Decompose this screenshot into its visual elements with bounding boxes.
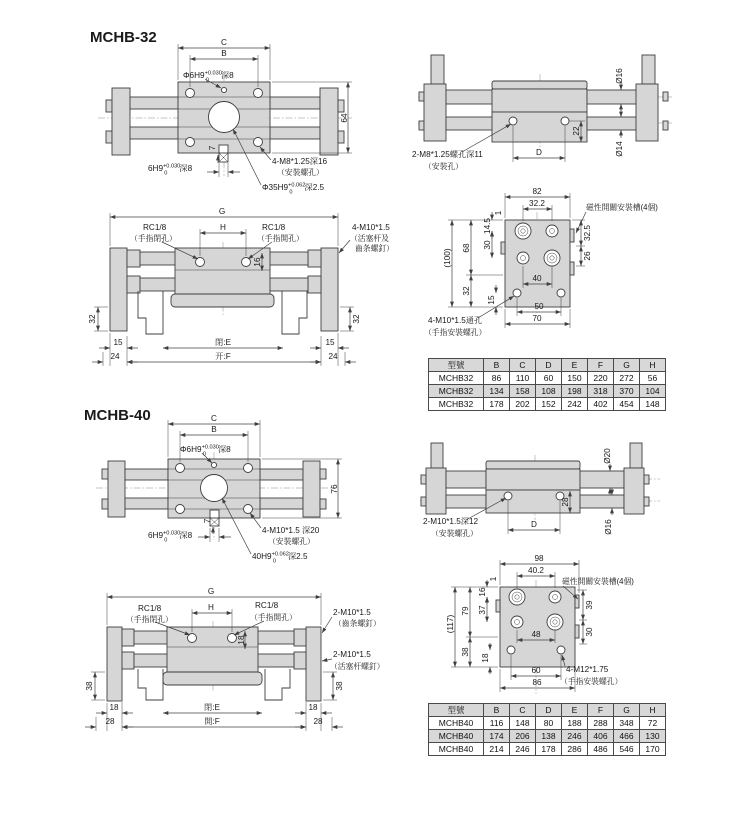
dim-rod-dia: Ø20: [603, 448, 612, 464]
dowel-hole: [211, 462, 216, 467]
dim-C: C: [221, 38, 227, 47]
center-bore: [201, 475, 228, 502]
dim-64: 64: [340, 113, 349, 123]
finger-bracket-outline: [265, 669, 290, 700]
dim-15: 15: [325, 338, 335, 347]
mount-hole: [254, 138, 263, 147]
col-header: E: [562, 704, 588, 717]
cell: 60: [536, 372, 562, 385]
col-header: E: [562, 359, 588, 372]
dim-18: 18: [481, 653, 490, 663]
bore-spec: $\Phi 35H9^{+0.062}$ 0深2.5: [262, 182, 325, 196]
table-row: [429, 717, 666, 730]
col-header: C: [510, 704, 536, 717]
view-mchb32-plan: [98, 38, 352, 196]
dim-1: 1: [494, 210, 503, 216]
right-end-cap: [303, 461, 320, 517]
dowel-hole: [221, 87, 226, 92]
dowel-hole-spec: $\Phi 6H9^{+0.030}$ 0深8: [180, 444, 231, 458]
col-header: D: [536, 359, 562, 372]
finger-screw-spec: 4-M12*1.75: [566, 665, 609, 674]
table-row: [429, 743, 666, 756]
rc-port: [228, 634, 237, 643]
port-hole: [546, 225, 558, 237]
dim-24: 24: [328, 352, 338, 361]
cell: 178: [536, 743, 562, 756]
dim-28: 28: [561, 497, 570, 507]
cell: 318: [588, 385, 614, 398]
piston-rod: [446, 495, 486, 508]
cell: 72: [640, 717, 666, 730]
dim-18: 18: [237, 635, 246, 645]
end-cap-tab: [338, 100, 344, 112]
thru-hole-note: （手指安裝螺孔）: [424, 328, 487, 337]
end-cap-tab: [102, 469, 108, 479]
dim-G: G: [207, 587, 215, 596]
keyway-slot: [210, 510, 219, 518]
cell: 80: [536, 717, 562, 730]
dim-22: 22: [572, 126, 581, 136]
mount-hole: [186, 138, 195, 147]
table-header-row: [429, 359, 666, 372]
side-mount-note: （安裝孔）: [424, 162, 463, 171]
guide-rod: [580, 471, 624, 488]
left-end-cap-top: [431, 443, 443, 468]
keyway-spec: $6H9^{+0.030}$ 0深8: [148, 530, 193, 544]
dim-28: 28: [105, 717, 115, 726]
side-mount-spec: 2-M10*1.5深12: [423, 517, 479, 526]
cell: 174: [484, 730, 510, 743]
right-end-cap: [624, 468, 644, 514]
left-end-cap: [426, 468, 446, 514]
sensor-slot: [501, 242, 505, 254]
left-end-cap-top: [431, 55, 444, 84]
dim-B: B: [221, 49, 227, 58]
guide-rod: [125, 498, 168, 509]
left-finger-plate: [110, 248, 127, 331]
cell: 152: [536, 398, 562, 411]
piston-rod: [446, 117, 493, 130]
guide-rod: [125, 469, 168, 480]
right-end-cap-top: [642, 55, 655, 84]
cell: MCHB40: [429, 743, 484, 756]
mount-hole: [561, 117, 569, 125]
dim-38: 38: [461, 647, 470, 657]
finger-mount-hole: [557, 289, 565, 297]
table-row: [429, 730, 666, 743]
col-header: H: [640, 359, 666, 372]
cell: 546: [614, 743, 640, 756]
view-mchb32-front: [88, 207, 394, 366]
cell: 150: [562, 372, 588, 385]
dim-117: (117): [446, 614, 455, 634]
dim-32: 32: [352, 314, 361, 324]
guide-rod: [446, 90, 493, 104]
guide-rod: [270, 127, 320, 139]
finger-bracket-outline: [138, 669, 163, 700]
rc-port-label: RC1/8: [255, 601, 279, 610]
end-cap-tab: [320, 499, 326, 509]
cell: 220: [588, 372, 614, 385]
cell: 178: [484, 398, 510, 411]
dim-79: 79: [461, 606, 470, 616]
left-finger-plate: [107, 627, 122, 701]
end-cap-tab: [338, 131, 344, 143]
cell: 406: [588, 730, 614, 743]
mount-hole: [244, 505, 253, 514]
piston-screw-note: （活塞杆螺釘）: [330, 662, 385, 671]
cylinder-body: [492, 89, 587, 112]
rack-screw-spec: 2-M10*1.5: [333, 608, 371, 617]
cell: 246: [510, 743, 536, 756]
dim-86: 86: [532, 678, 542, 687]
finger-bracket-outline: [282, 291, 307, 334]
rod-block: [308, 276, 321, 293]
rc-port: [196, 258, 205, 267]
right-end-cap-top: [630, 443, 642, 468]
cell: 104: [640, 385, 666, 398]
cell: 86: [484, 372, 510, 385]
mount-thread-spec: 4-M8*1.25深16: [272, 157, 328, 166]
dowel-hole-spec: $\Phi 6H9^{+0.030}$ 0深8: [183, 70, 234, 84]
left-end-cap: [424, 84, 446, 141]
dim-60: 60: [531, 666, 541, 675]
cell: 402: [588, 398, 614, 411]
finger-bracket-outline: [138, 291, 163, 334]
view-mchb40-detail: [446, 554, 634, 694]
view-mchb32-detail: [424, 187, 658, 337]
dim-close-E: 閉:E: [204, 703, 220, 712]
dim-32: 32: [462, 286, 471, 296]
col-header: F: [588, 359, 614, 372]
dim-30: 30: [585, 627, 594, 637]
cell: 198: [562, 385, 588, 398]
dim-28: 28: [313, 717, 323, 726]
sensor-slot: [496, 600, 500, 612]
dim-open-F: 開:F: [204, 717, 220, 726]
cell: 486: [588, 743, 614, 756]
piston-rod: [580, 495, 624, 508]
cell: 466: [614, 730, 640, 743]
dim-38: 38: [85, 681, 94, 691]
piston-rod: [587, 117, 637, 130]
dim-C: C: [211, 414, 217, 423]
dim-48: 48: [531, 630, 541, 639]
rod-block: [127, 250, 140, 267]
mount-thread-note: （安裝螺孔）: [268, 537, 315, 546]
table-row: [429, 398, 666, 411]
table-header-row: [429, 704, 666, 717]
end-cap-nub: [644, 497, 649, 506]
dim-14.5: 14.5: [483, 218, 492, 234]
dim-68: 68: [462, 243, 471, 253]
port-hole: [549, 591, 561, 603]
magnet-slot-note: 磁性開關安裝槽(4個): [562, 577, 634, 586]
piston-screw-spec: 2-M10*1.5: [333, 650, 371, 659]
mount-hole: [186, 89, 195, 98]
col-header: G: [614, 704, 640, 717]
cell: 206: [510, 730, 536, 743]
end-cap-tab: [320, 469, 326, 479]
dim-70: 70: [532, 314, 542, 323]
dim-15: 15: [487, 295, 496, 305]
rc-port-note-close: （手指閉孔）: [130, 234, 177, 243]
cell: 272: [614, 372, 640, 385]
table-row: [429, 372, 666, 385]
dim-1: 1: [489, 576, 498, 582]
mount-hole: [176, 464, 185, 473]
dim-rod-dia: Ø14: [615, 141, 624, 157]
cell: 202: [510, 398, 536, 411]
dim-50: 50: [534, 302, 544, 311]
port-hole: [517, 252, 529, 264]
dim-open-F: 开:F: [215, 352, 231, 361]
dim-32.5: 32.5: [583, 225, 592, 241]
bottom-plate: [163, 672, 262, 685]
center-bore: [209, 102, 240, 133]
rc-port-note-open: （手指開孔）: [257, 234, 304, 243]
cell: MCHB32: [429, 385, 484, 398]
guide-rod: [130, 97, 178, 109]
top-plate: [486, 461, 580, 469]
rod-block: [122, 629, 134, 646]
right-end-cap: [636, 84, 658, 141]
finger-mount-hole: [507, 646, 515, 654]
rod-screw-note1: （活塞杆及: [350, 234, 389, 243]
bore-spec: $40H9^{+0.062}$ 0深2.5: [252, 551, 308, 565]
table-row: [429, 385, 666, 398]
cylinder-body: [175, 248, 270, 298]
left-end-cap: [112, 88, 130, 155]
rod-screw-spec: 4-M10*1.5: [352, 223, 390, 232]
guide-rod: [446, 471, 486, 488]
cell: 138: [536, 730, 562, 743]
dim-100: (100): [443, 248, 452, 268]
end-cap-tab: [106, 100, 112, 112]
mount-thread-note: （安裝螺孔）: [277, 168, 324, 177]
right-finger-plate: [321, 248, 338, 331]
dimension-table-mchb40: [428, 703, 666, 756]
cell: 214: [484, 743, 510, 756]
rod-block: [122, 652, 134, 669]
port-hole: [544, 250, 560, 266]
dim-38: 38: [335, 681, 344, 691]
dim-18: 18: [109, 703, 119, 712]
end-cap-nub: [644, 475, 649, 484]
guide-rod: [260, 469, 303, 480]
left-end-cap: [108, 461, 125, 517]
cell: 246: [562, 730, 588, 743]
magnet-slot-note: 磁性開關安裝槽(4個): [586, 203, 658, 212]
mount-hole: [254, 89, 263, 98]
col-header: 型號: [429, 359, 484, 372]
thru-hole-spec: 4-M10*1.5通孔: [428, 316, 483, 325]
col-header: C: [510, 359, 536, 372]
port-hole: [511, 616, 523, 628]
dim-16: 16: [478, 587, 487, 597]
dim-rod-dia: Ø16: [615, 68, 624, 84]
dim-32: 32: [88, 314, 97, 324]
port-hole: [509, 589, 525, 605]
rc-port-label: RC1/8: [143, 223, 167, 232]
end-cap-tab: [106, 131, 112, 143]
col-header: 型號: [429, 704, 484, 717]
port-hole: [547, 614, 563, 630]
dim-7: 7: [203, 518, 212, 524]
view-mchb40-front: [85, 587, 385, 731]
section-title-mchb32: MCHB-32: [90, 29, 157, 46]
sensor-slot: [570, 262, 574, 275]
guide-rod: [270, 97, 320, 109]
guide-rod: [587, 90, 637, 104]
right-end-cap: [320, 88, 338, 155]
cell: 158: [510, 385, 536, 398]
dim-40: 40: [532, 274, 542, 283]
cell: 130: [640, 730, 666, 743]
dim-39: 39: [585, 600, 594, 610]
cell: 110: [510, 372, 536, 385]
dim-30: 30: [483, 240, 492, 250]
rc-port: [242, 258, 251, 267]
dim-H: H: [208, 603, 214, 612]
dim-B: B: [211, 425, 217, 434]
rod-block: [294, 629, 306, 646]
top-plate: [492, 81, 587, 89]
dim-82: 82: [532, 187, 542, 196]
bottom-plate: [171, 294, 274, 307]
side-mount-note: （安裝螺孔）: [431, 529, 478, 538]
finger-mount-hole: [513, 289, 521, 297]
col-header: G: [614, 359, 640, 372]
view-mchb40-plan: [96, 414, 342, 565]
dim-rod-dia: Ø16: [604, 519, 613, 535]
view-mchb32-side: [412, 55, 672, 171]
cell: MCHB32: [429, 398, 484, 411]
dim-D: D: [536, 148, 542, 157]
cell: 134: [484, 385, 510, 398]
keyway-slot: [219, 145, 228, 153]
col-header: B: [484, 359, 510, 372]
end-cap-tab: [102, 499, 108, 509]
view-mchb40-side: [420, 443, 660, 538]
cell: MCHB40: [429, 730, 484, 743]
rod-block: [308, 250, 321, 267]
mount-thread-spec: 4-M10*1.5 深20: [262, 526, 320, 535]
end-cap-nub: [663, 121, 668, 130]
dim-close-E: 閉:E: [215, 338, 231, 347]
col-header: H: [640, 704, 666, 717]
sensor-slot: [575, 625, 579, 638]
cell: 286: [562, 743, 588, 756]
cell: 188: [562, 717, 588, 730]
rc-port-label: RC1/8: [138, 604, 162, 613]
mount-hole: [509, 117, 517, 125]
cell: 170: [640, 743, 666, 756]
finger-mount-hole: [557, 646, 565, 654]
cell: 454: [614, 398, 640, 411]
end-cap-nub: [421, 475, 426, 484]
dim-D: D: [531, 520, 537, 529]
rc-port-label: RC1/8: [262, 223, 286, 232]
dim-15: 15: [113, 338, 123, 347]
cell: 116: [484, 717, 510, 730]
dim-16: 16: [253, 257, 262, 267]
keyway-spec: $6H9^{+0.030}$ 0深8: [148, 163, 193, 177]
cell: 148: [640, 398, 666, 411]
port-hole: [515, 223, 531, 239]
dimension-table-mchb32: [428, 358, 666, 411]
dim-26: 26: [583, 251, 592, 261]
cell: 348: [614, 717, 640, 730]
cylinder-body: [486, 469, 580, 490]
right-finger-plate: [306, 627, 321, 701]
dim-G: G: [218, 207, 226, 216]
finger-screw-note: （手指安裝螺孔）: [560, 677, 623, 686]
cell: 56: [640, 372, 666, 385]
end-cap-nub: [419, 92, 424, 101]
cell: 108: [536, 385, 562, 398]
rack-screw-note: （齒条螺釘）: [334, 619, 381, 628]
guide-rod: [130, 127, 178, 139]
side-mount-spec: 2-M8*1.25螺孔深11: [412, 150, 483, 159]
cell: 242: [562, 398, 588, 411]
col-header: F: [588, 704, 614, 717]
rod-screw-note2: 齒条螺釘）: [355, 244, 394, 253]
dim-37: 37: [478, 605, 487, 615]
dim-H: H: [220, 223, 226, 232]
cell: 148: [510, 717, 536, 730]
end-cap-nub: [421, 497, 426, 506]
rc-port-note-open: （手指開孔）: [250, 613, 297, 622]
col-header: B: [484, 704, 510, 717]
dim-40.2: 40.2: [528, 566, 544, 575]
cylinder-body: [167, 627, 258, 677]
mount-hole: [244, 464, 253, 473]
section-title-mchb40: MCHB-40: [84, 407, 151, 424]
rod-block: [127, 276, 140, 293]
cell: 288: [588, 717, 614, 730]
dim-7: 7: [208, 145, 217, 151]
mount-hole: [176, 505, 185, 514]
guide-rod: [260, 498, 303, 509]
dim-98: 98: [534, 554, 544, 563]
end-cap-nub: [663, 92, 668, 101]
dim-32.2: 32.2: [529, 199, 545, 208]
dim-76: 76: [330, 484, 339, 494]
cell: MCHB40: [429, 717, 484, 730]
sensor-slot: [570, 229, 574, 242]
col-header: D: [536, 704, 562, 717]
rc-port-note-close: （手指閉孔）: [126, 615, 173, 624]
dim-18: 18: [308, 703, 318, 712]
cell: MCHB32: [429, 372, 484, 385]
dim-24: 24: [110, 352, 120, 361]
end-cap-nub: [419, 121, 424, 130]
cell: 370: [614, 385, 640, 398]
rod-block: [294, 652, 306, 669]
